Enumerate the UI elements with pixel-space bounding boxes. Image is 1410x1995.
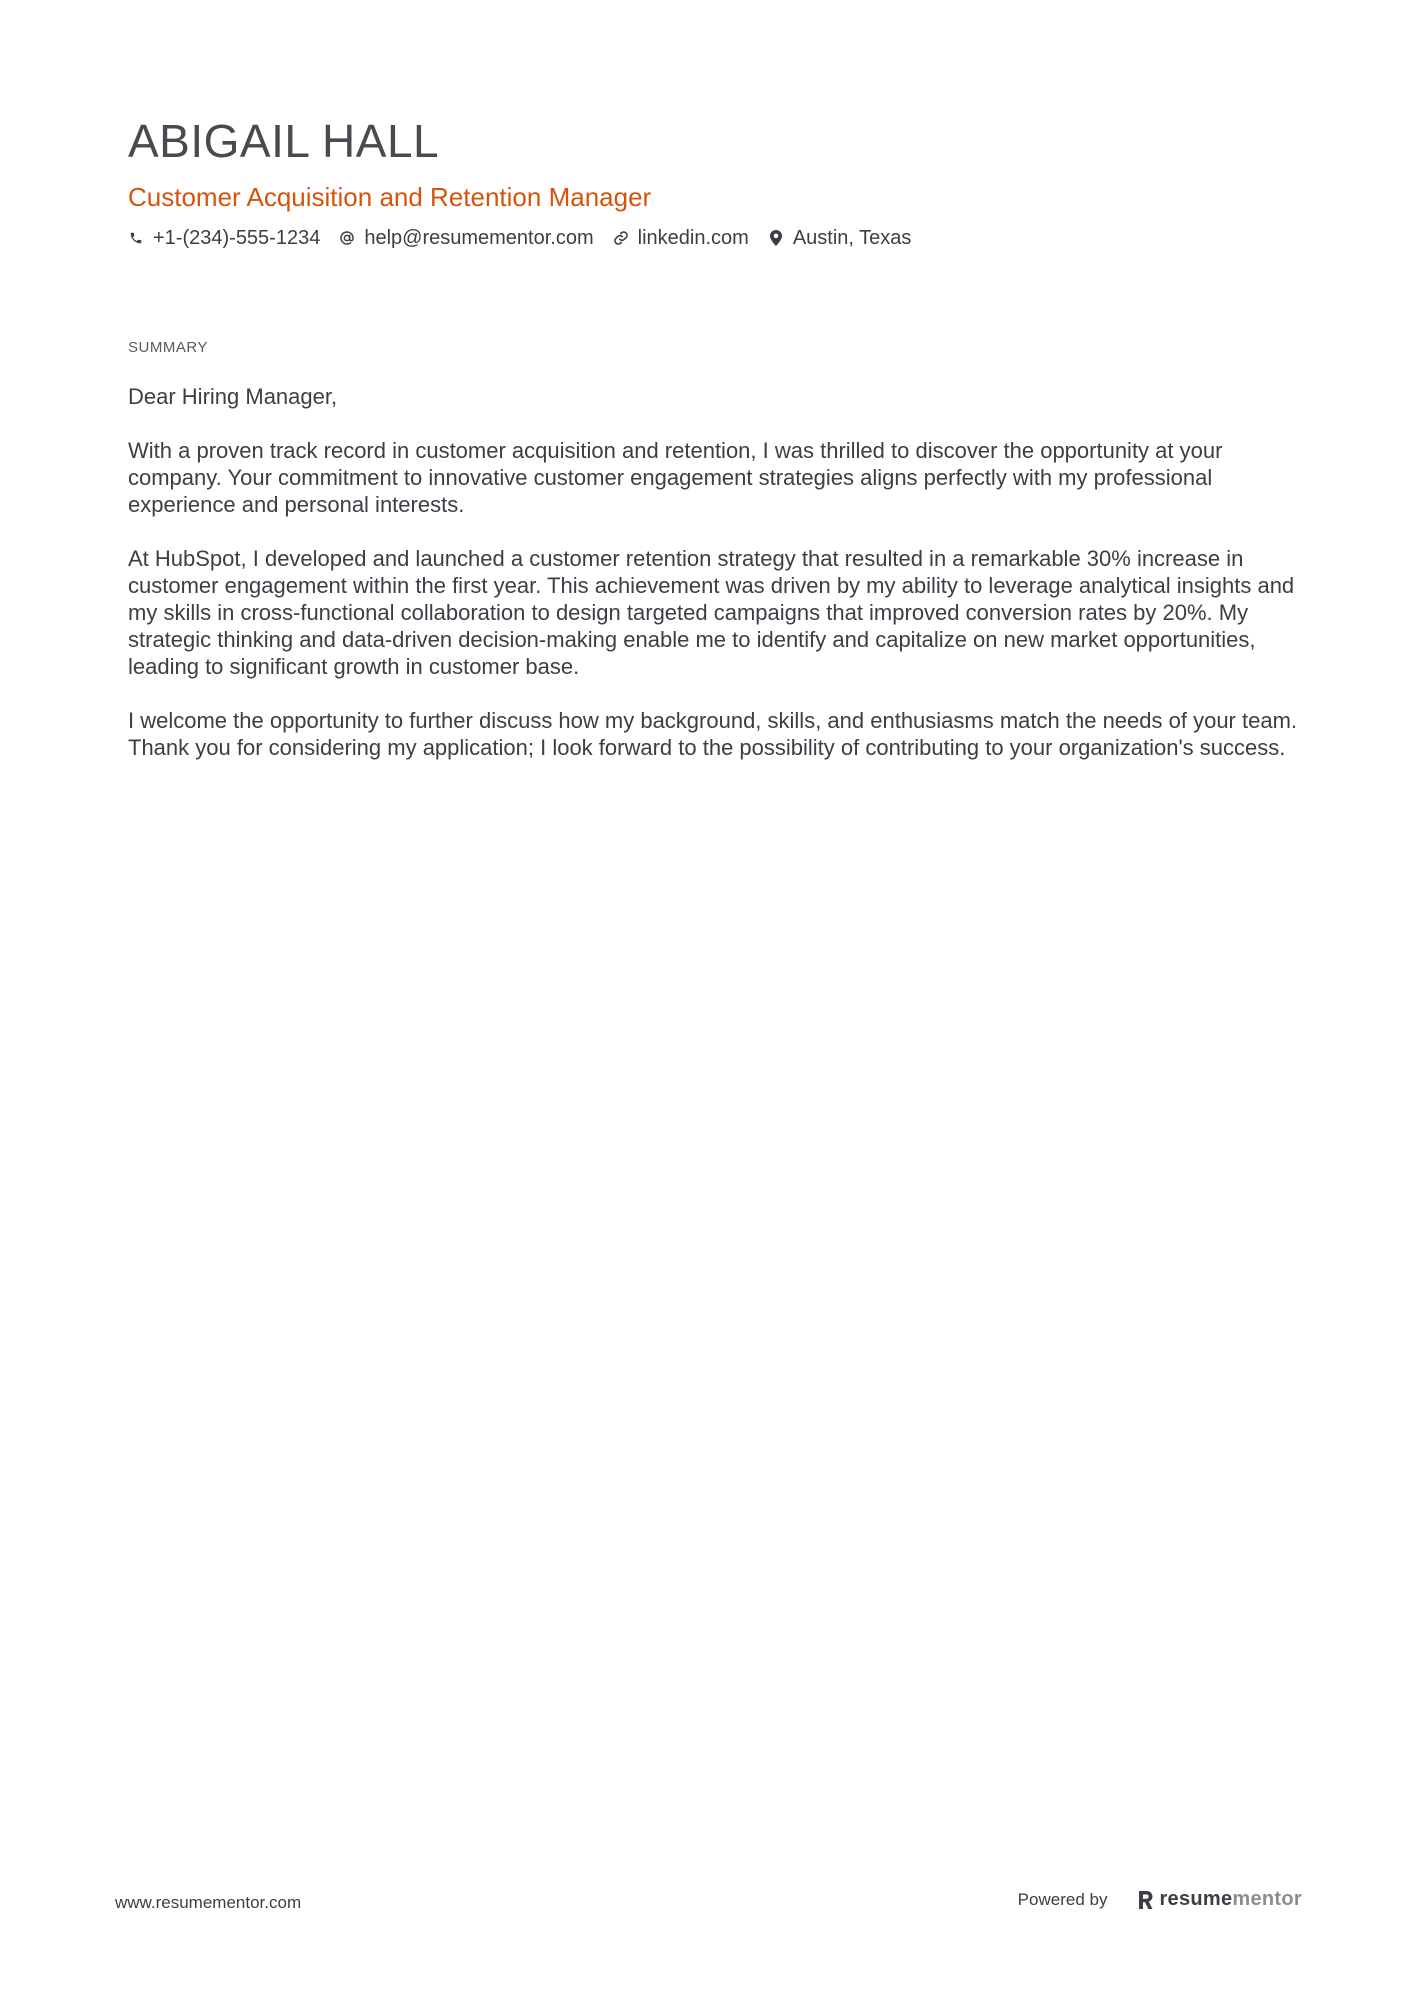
salutation: Dear Hiring Manager,: [128, 384, 338, 409]
cover-letter-body: [128, 383, 1308, 788]
contact-location-text: Austin, Texas: [792, 227, 912, 249]
at-icon: [339, 230, 355, 246]
header: [128, 112, 1288, 251]
link-icon: [613, 230, 629, 246]
contact-phone-text: +1-(234)-555-1234: [153, 227, 321, 249]
paragraph-experience: At HubSpot, I developed and launched a customer retention strategy that resulted in a remarkable 30% increase in customer engagement within the first year. This achievement was driven by my ability to leverage analytical insights and my skills in cross-functional collaboration to design targeted campaigns that improved conversion rates by 20%. My strategic thinking and data-driven decision-making enable me to identify and capitalize on new market opportunities, leading to significant growth in customer base.: [128, 546, 1295, 679]
contact-email-text: help@resumementor.com: [364, 227, 594, 249]
brand-text-resume: resume: [1159, 1888, 1233, 1910]
brand-logo-link[interactable]: [1137, 1888, 1302, 1911]
contact-list: [128, 225, 1288, 251]
footer-branding: [1018, 1888, 1302, 1911]
contact-linkedin-text: linkedin.com: [637, 227, 749, 249]
contact-linkedin[interactable]: [613, 225, 749, 251]
contact-phone[interactable]: [128, 225, 320, 251]
resumementor-logo-icon: [1137, 1890, 1154, 1910]
contact-email[interactable]: [339, 225, 593, 251]
footer-website[interactable]: www.resumementor.com: [115, 1893, 302, 1912]
phone-icon: [128, 230, 144, 246]
job-title: Customer Acquisition and Retention Manager: [128, 182, 652, 212]
candidate-name: ABIGAIL HALL: [128, 115, 440, 167]
contact-location: [768, 225, 912, 251]
paragraph-closing: I welcome the opportunity to further discuss how my background, skills, and enthusiasms match the needs of your team. Thank you for considering my application; I look forward to the possibility of contributing to your organization's success.: [128, 708, 1298, 760]
brand-text-mentor: mentor: [1232, 1888, 1302, 1910]
paragraph-intro: With a proven track record in customer acquisition and retention, I was thrilled to discover the opportunity at your company. Your commitment to innovative customer engagement strategies aligns perfectly with my professional experience and personal interests.: [128, 438, 1223, 517]
location-pin-icon: [768, 230, 784, 246]
powered-by-label: Powered by: [1017, 1889, 1108, 1909]
summary-heading: SUMMARY: [128, 339, 208, 356]
